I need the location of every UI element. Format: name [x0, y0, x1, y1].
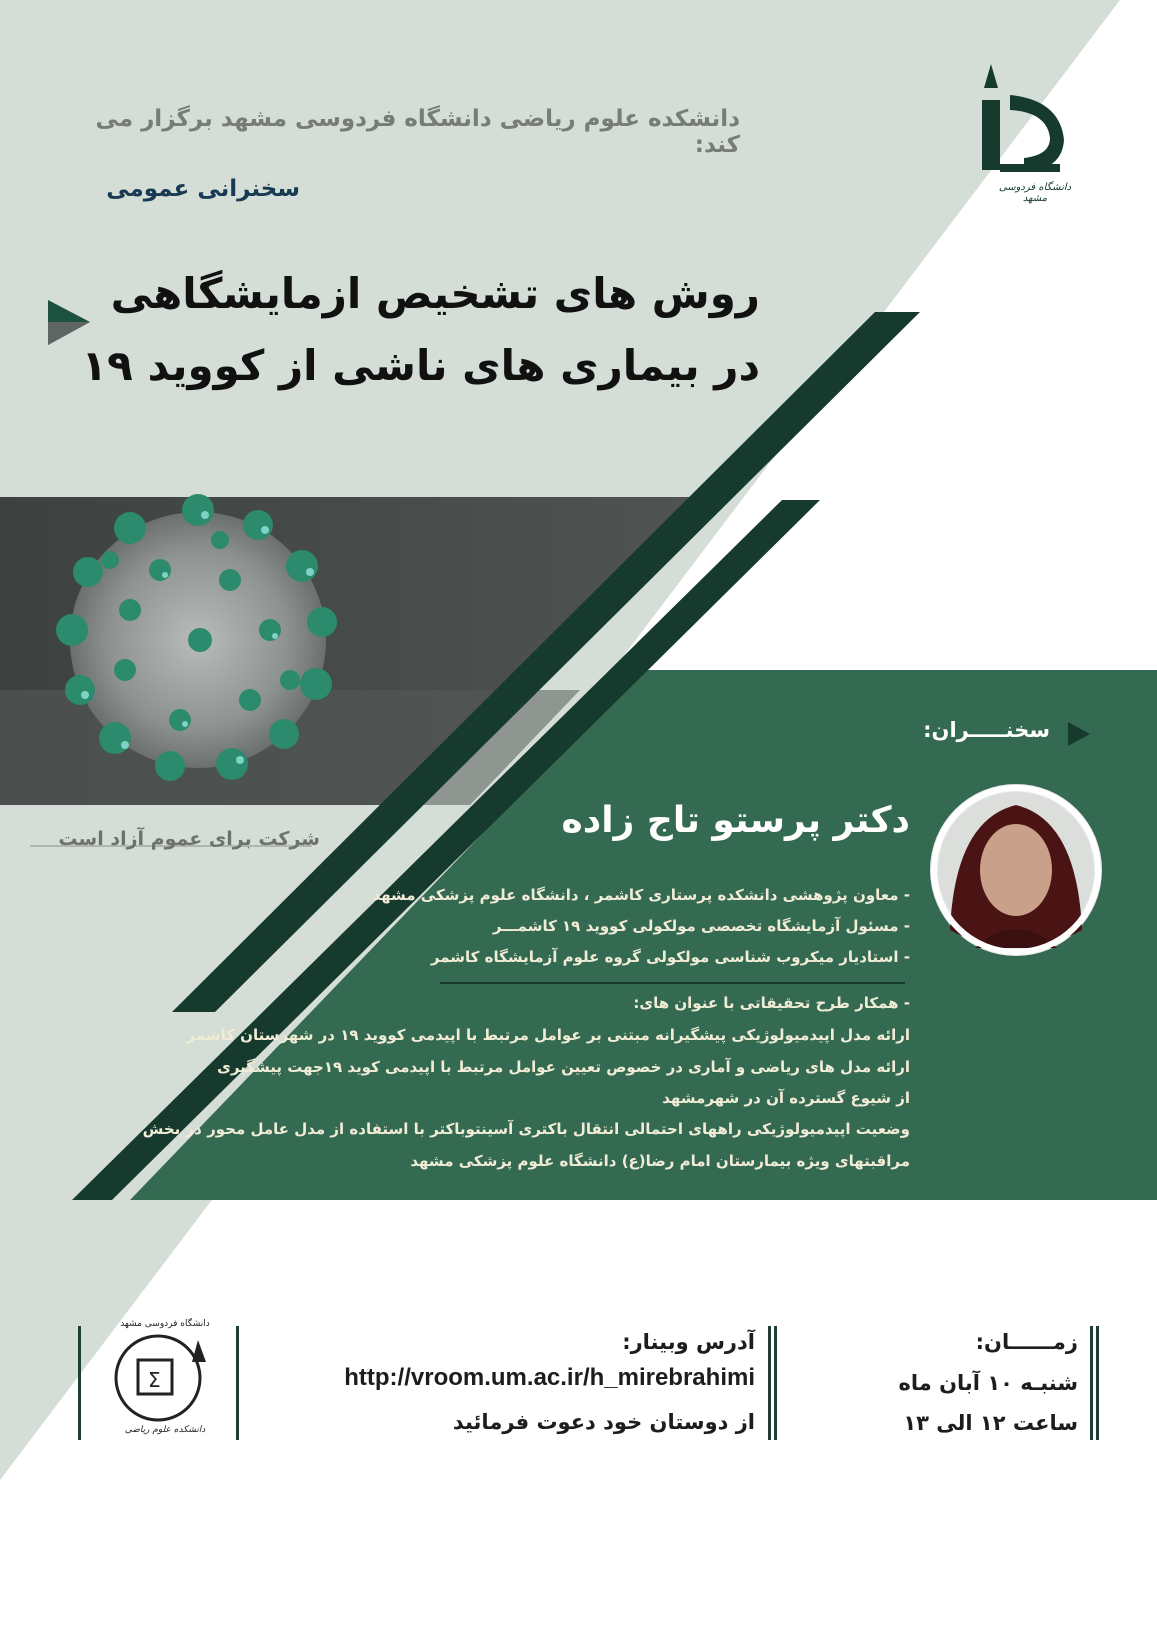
speakers-label: سخنـــــران: [923, 718, 1050, 742]
webinar-url-link[interactable]: http://vroom.um.ac.ir/h_mirebrahimi [344, 1364, 755, 1391]
project-line-1: ارائه مدل اپیدمیولوژیکی پیشگیرانه مبتنی بر عوامل مرتبط با اپیدمی کووید ۱۹ در شهرستان کاشمر [186, 1026, 910, 1044]
event-date: شنبـه ۱۰ آبان ماه [898, 1371, 1078, 1395]
faculty-logo-top-text: دانشگاه فردوسی مشهد [120, 1319, 210, 1329]
event-hours: ساعت ۱۲ الی ۱۳ [903, 1411, 1078, 1435]
speaker-role-3: - استادیار میکروب شناسی مولکولی گروه علوم آزمایشگاه کاشمر [430, 948, 910, 966]
speaker-role-1: - معاون پژوهشی دانشکده پرستاری کاشمر ، دانشگاه علوم پزشکی مشهد [372, 886, 910, 904]
university-logo-text: دانشگاه فردوسی مشهد [998, 182, 1072, 204]
projects-label: - همکار طرح تحقیقاتی با عنوان های: [633, 994, 910, 1012]
speaker-name: دکتر پرستو تاج زاده [561, 800, 910, 841]
participation-note: شرکت برای عموم آزاد است [58, 828, 320, 850]
talk-title-line2: در بیماری های ناشی از کووید ۱۹ [81, 341, 760, 390]
speaker-role-2: - مسئول آزمایشگاه تخصصی مولکولی کووید ۱۹ کاشمـــر [492, 917, 910, 935]
svg-text:Σ: Σ [148, 1368, 161, 1392]
webinar-label: آدرس وبینار: [622, 1330, 755, 1354]
project-line-5: مراقبتهای ویژه بیمارستان امام رضا(ع) دانشگاه علوم پزشکی مشهد [410, 1152, 910, 1170]
organizer-text: دانشکده علوم ریاضی دانشگاه فردوسی مشهد برگزار می کند: [95, 106, 740, 158]
event-type: سخنرانی عمومی [106, 176, 300, 202]
project-line-2: ارائه مدل های ریاضی و آماری در خصوص تعیین عوامل مرتبط با اپیدمی کوید ۱۹جهت پیشگیری [217, 1058, 910, 1076]
invite-text: از دوستان خود دعوت فرمائید [452, 1410, 755, 1434]
speaker-portrait [930, 784, 1102, 956]
time-label: زمــــــان: [975, 1330, 1078, 1354]
faculty-logo-bottom-text: دانشکده علوم ریاضی [124, 1425, 206, 1435]
project-line-3: از شیوع گسترده آن در شهرمشهد [662, 1089, 910, 1107]
talk-title [60, 258, 760, 402]
project-line-4: وضعیت اپیدمیولوژیکی راههای احتمالی انتقال باکتری آسینتوباکتر با استفاده از مدل عامل محور در بخش [142, 1120, 910, 1138]
talk-title-line1: روش های تشخیص ازمایشگاهی [110, 269, 760, 318]
